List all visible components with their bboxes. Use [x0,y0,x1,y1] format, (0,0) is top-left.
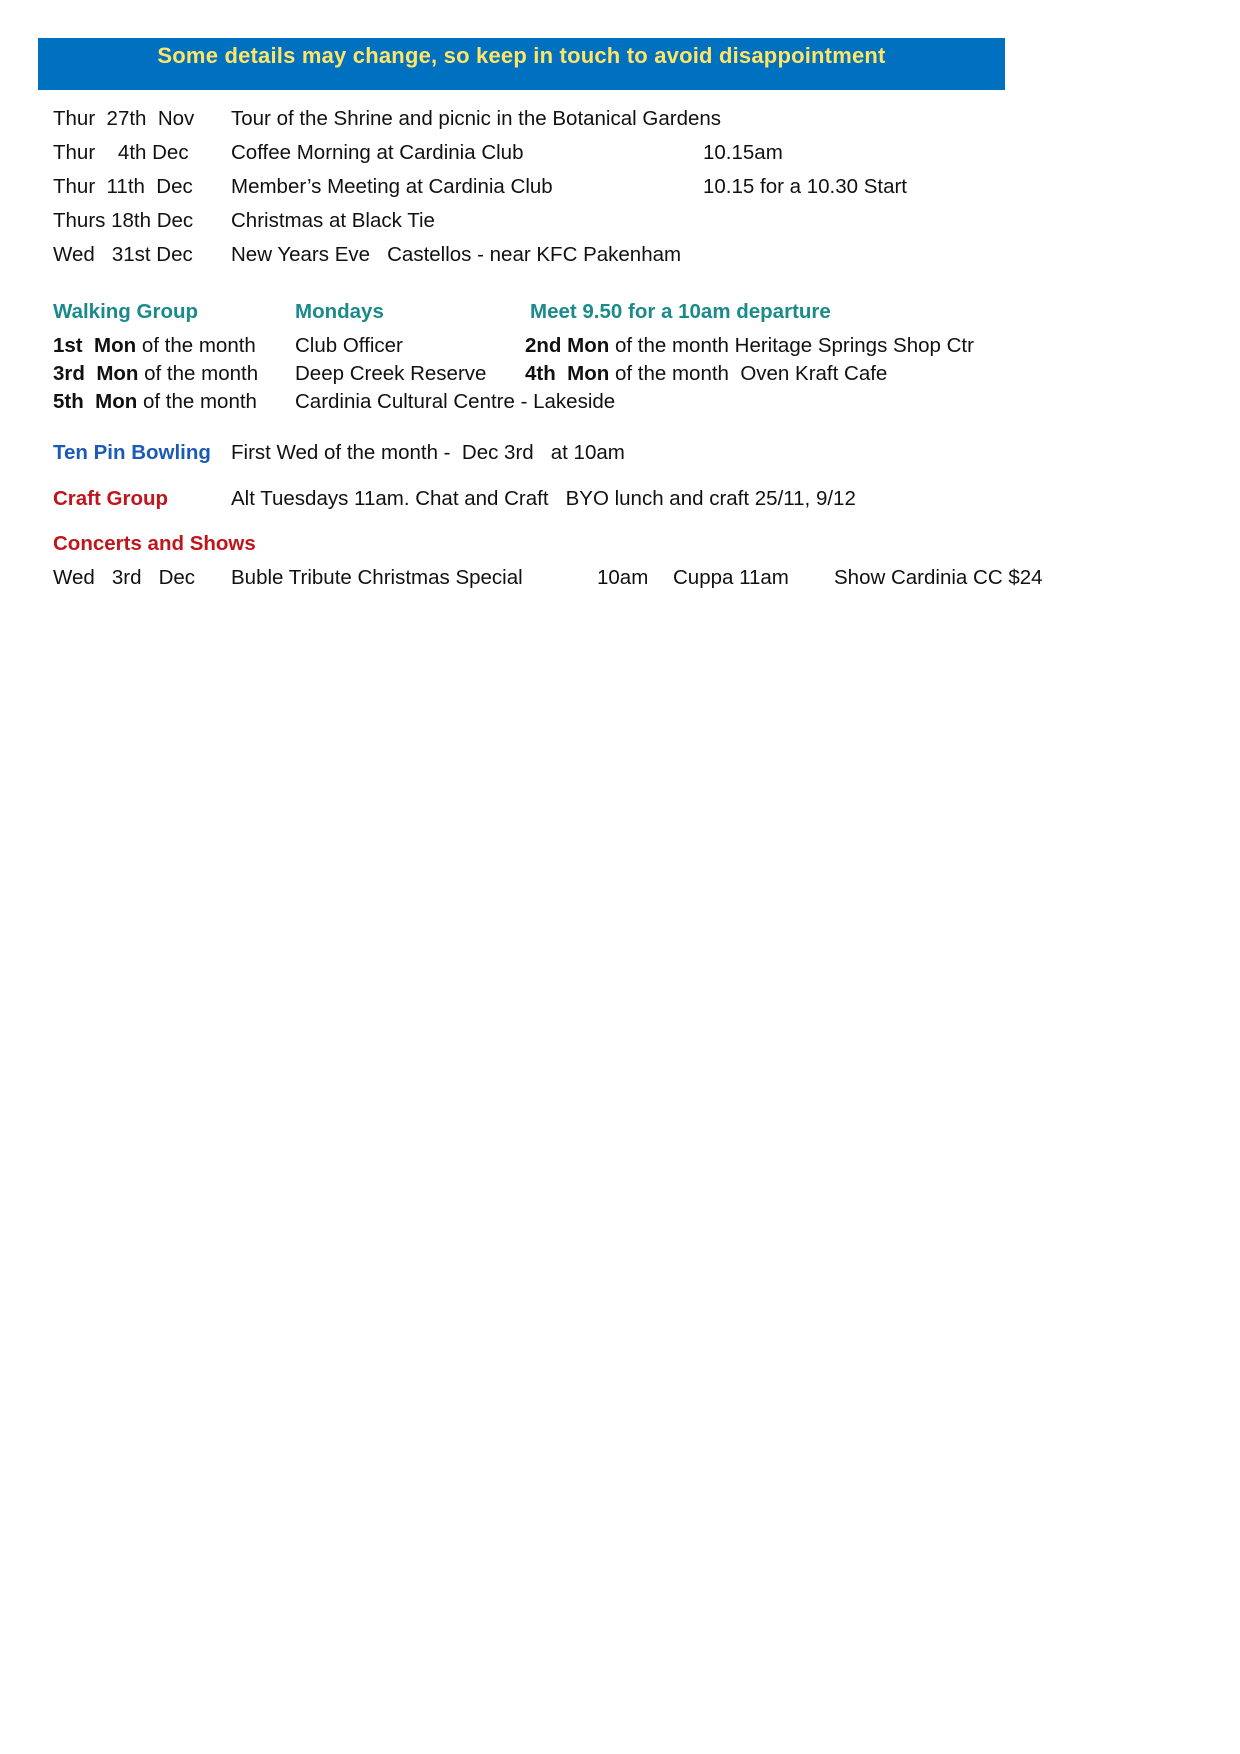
notice-text: Some details may change, so keep in touch to avoid disappointment [157,43,886,68]
event-desc: Christmas at Black Tie [231,209,435,232]
walk-ordinal: 5th [53,390,84,413]
notice-banner [38,38,1005,90]
walk-rest: of the month Oven Kraft Cafe [609,362,888,385]
walk-rest: of the month [138,362,259,385]
craft-text: Alt Tuesdays 11am. Chat and Craft BYO lunch and craft 25/11, 9/12 [231,487,856,510]
concert-cuppa: Cuppa 11am [673,566,789,589]
concert-date: Wed 3rd Dec [53,566,196,589]
concert-time: 10am [597,566,649,589]
walk-place: Cardinia Cultural Centre - Lakeside [295,390,616,413]
concerts-heading: Concerts and Shows [53,532,256,555]
walk-mon: Mon [95,390,138,413]
event-desc: Tour of the Shrine and picnic in the Botanical Gardens [231,107,722,130]
walking-day: Mondays [295,300,384,323]
event-time: 10.15 for a 10.30 Start [703,175,907,198]
walk-mon: Mon [567,334,610,357]
craft-heading: Craft Group [53,487,169,510]
walk-mon: Mon [94,334,137,357]
walk-mon: Mon [96,362,139,385]
walk-ordinal: 3rd [53,362,85,385]
bowling-text: First Wed of the month - Dec 3rd at 10am [231,441,625,464]
walk-ordinal: 4th [525,362,556,385]
event-date: Thurs 18th Dec [53,209,194,232]
event-date: Thur 4th Dec [53,141,189,164]
walking-meet: Meet 9.50 for a 10am departure [530,300,831,323]
walk-ordinal: 2nd [525,334,562,357]
walking-row [53,336,256,357]
walk-place: Deep Creek Reserve [295,362,487,385]
walk-ordinal: 1st [53,334,83,357]
walking-row [53,392,257,413]
walk-mon: Mon [567,362,610,385]
bowling-heading: Ten Pin Bowling [53,441,211,464]
event-date: Thur 11th Dec [53,175,193,198]
walking-heading: Walking Group [53,300,199,323]
event-date: Wed 31st Dec [53,243,193,266]
walk-place: Club Officer [295,334,403,357]
walking-row-right [525,364,887,385]
event-desc: Member’s Meeting at Cardinia Club [231,175,553,198]
event-desc: New Years Eve Castellos - near KFC Pakenham [231,243,682,266]
walking-row [53,364,258,385]
concert-show: Show Cardinia CC $24 [834,566,1043,589]
event-date: Thur 27th Nov [53,107,195,130]
walk-rest: of the month [136,334,256,357]
event-time: 10.15am [703,141,783,164]
concert-desc: Buble Tribute Christmas Special [231,566,523,589]
walk-rest: of the month Heritage Springs Shop Ctr [609,334,974,357]
event-desc: Coffee Morning at Cardinia Club [231,141,524,164]
walk-rest: of the month [137,390,257,413]
walking-row-right [525,336,974,357]
